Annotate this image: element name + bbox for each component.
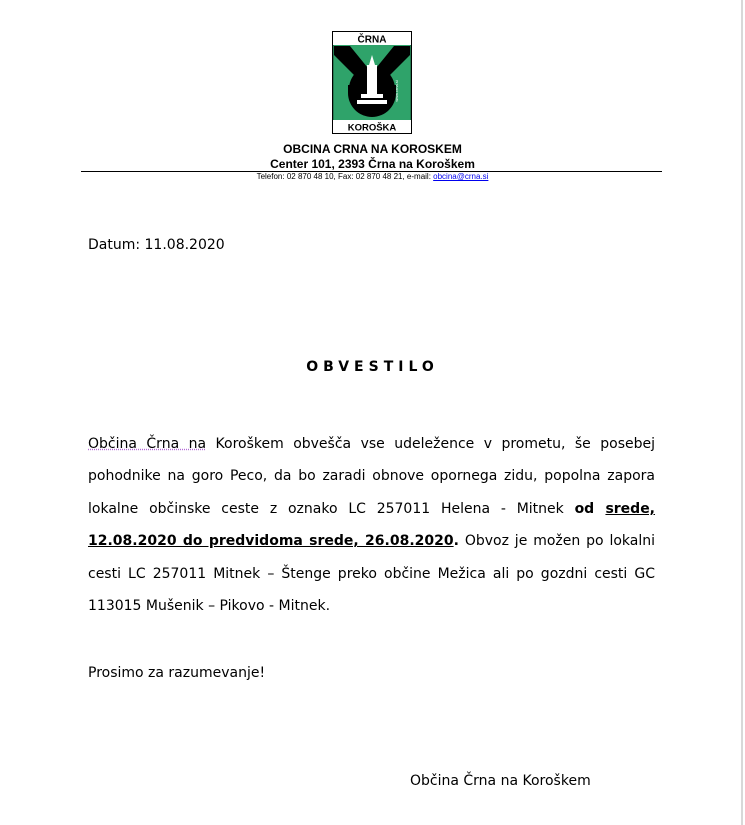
bold-from: od (574, 500, 606, 517)
contact-line (0, 172, 745, 181)
closure-dates: srede, 12.08.2020 do predvidoma srede, 26.08.2020 (88, 500, 656, 550)
email-link[interactable]: obcina@crna.si (433, 172, 489, 181)
page-edge-shadow (741, 0, 743, 825)
closing-line: Prosimo za razumevanje! (88, 665, 266, 681)
logo-bottom-text: KOROŠKA (347, 122, 397, 134)
signature: Občina Črna na Koroškem (410, 773, 591, 789)
date-line: Datum: 11.08.2020 (88, 237, 225, 253)
spellcheck-marked-text: Občina Črna na (88, 436, 207, 452)
org-name: OBCINA CRNA NA KOROSKEM (283, 142, 462, 156)
paragraph-text-2: Obvoz je možen po lokalni cesti LC 257011 Mitnek – Štenge preko občine Mežica ali po gozdni cesti GC 113015 Mušenik – Pikovo - Mitnek. (88, 533, 655, 615)
paragraph-text-1: Koroškem obvešča vse udeležence v prometu, še posebej pohodnike na goro Peco, da bo zaradi obnove opornega zidu, popolna zapora lokalne občinske ceste z oznako LC 257011 Helena - Mitnek (88, 436, 655, 517)
logo-side-text: www.crna.si (394, 80, 399, 102)
contact-text: Telefon: 02 870 48 10, Fax: 02 870 48 21, e-mail: (256, 172, 434, 181)
logo-top-text: ČRNA (357, 34, 387, 46)
municipality-logo (332, 31, 412, 134)
bold-period: . (453, 533, 459, 550)
notice-paragraph (88, 428, 655, 622)
document-title: OBVESTILO (306, 359, 439, 375)
org-address: Center 101, 2393 Črna na Koroškem (270, 157, 475, 171)
